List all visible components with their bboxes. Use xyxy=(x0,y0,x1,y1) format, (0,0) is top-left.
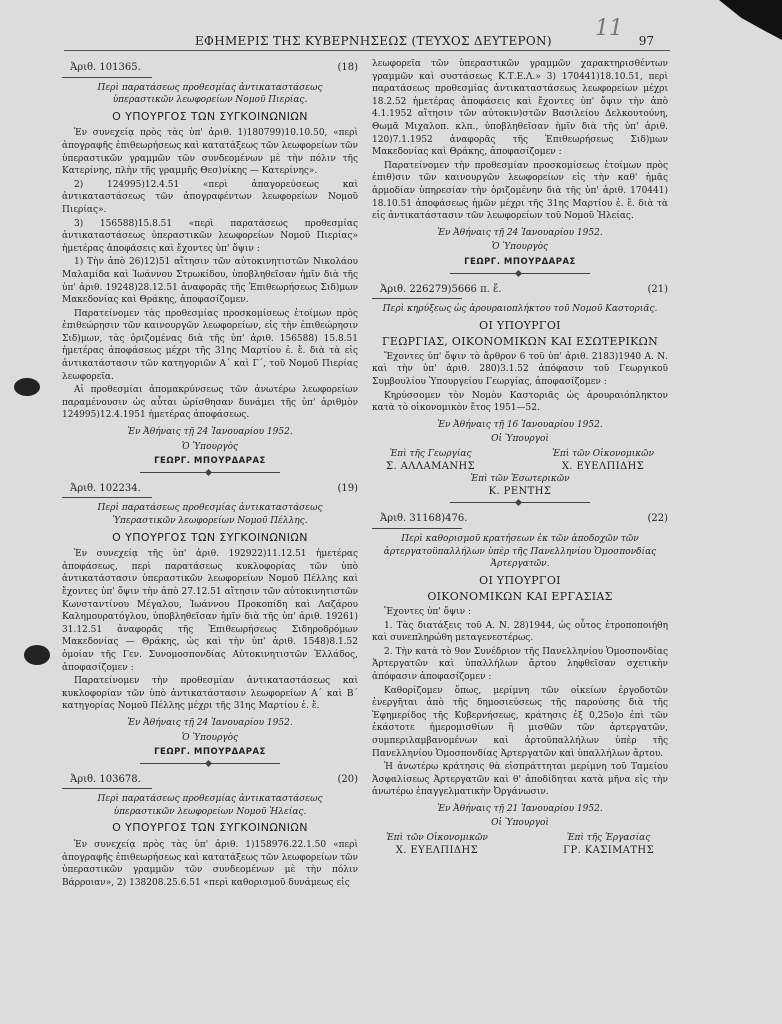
signatory-role: Ὁ Ὑπουργὸς xyxy=(181,441,239,452)
paragraph: Κηρύσσομεν τὸν Νομὸν Καστοριᾶς ὡς ἀρουραιόπληκτον κατὰ τὸ οἰκονομικὸν ἔτος 1951—52. xyxy=(372,390,668,414)
signatory-role: Ἐπὶ τῆς Ἐργασίας xyxy=(566,833,651,844)
signatory-role: Ὁ Ὑπουργὸς xyxy=(491,242,549,253)
decision-heading: Ο ΥΠΟΥΡΓΟΣ ΤΩΝ ΣΥΓΚΟΙΝΩΝΙΩΝ xyxy=(112,109,308,123)
signatures-row xyxy=(386,832,654,857)
decision-number: Ἀριθ. 31168)476. xyxy=(380,513,468,525)
signatures-row xyxy=(386,448,654,473)
decision-heading: ΟΙ ΥΠΟΥΡΓΟΙ xyxy=(479,573,561,587)
paragraph: Παρατείνομεν τὴν προθεσμίαν ἀντικαταστάσεως καὶ κυκλοφορίαν τῶν ὑπὸ ἀντικατάστασιν λεωφορείων Α΄ καὶ Β΄ κατηγορίας Νομοῦ Πέλλης μέχρι τῆς 31ης Μαρτίου ἐ. ἔ. xyxy=(62,676,358,712)
decision-heading: ΟΙΚΟΝΟΜΙΚΩΝ ΚΑΙ ΕΡΓΑΣΙΑΣ xyxy=(427,590,613,604)
decision-number-row xyxy=(372,284,668,297)
signatory-name: ΓΕΩΡΓ. ΜΠΟΥΡΔΑΡΑΣ xyxy=(154,747,266,758)
signatory-name: ΓΕΩΡΓ. ΜΠΟΥΡΔΑΡΑΣ xyxy=(154,456,266,467)
signature-block xyxy=(552,448,654,473)
signature-block xyxy=(563,832,654,857)
paragraph: Ἡ ἀνωτέρω κράτησις θὰ εἰσπράττηται μερίμνη τοῦ Ταμείου Ἀσφαλίσεως Ἀρτεργατῶν καὶ θ' ἀποδίδηται κατὰ μῆνα εἰς τὴν ἀνωτέρω ἐπαγγελματικὴν Ὀργάνωσιν. xyxy=(372,762,668,798)
short-rule xyxy=(62,788,152,789)
signatory-name: Χ. ΕΥΕΛΠΙΔΗΣ xyxy=(395,844,479,856)
paragraph: 2) 124995)12.4.51 «περὶ ἀπαγορεύσεως καὶ ἀντικαταστάσεως τῶν ἀπογραφέντων λεωφορείων Νομοῦ Πιερίας». xyxy=(62,179,358,215)
decision-item: (18) xyxy=(337,62,358,73)
paragraph: 2. Τὴν κατὰ τὸ 9ον Συνέδριον τῆς Πανελληνίου Ὁμοσπονδίας Ἀρτεργατῶν καὶ ὑπαλλήλων ἄρτου ληφθεῖσαν σχετικὴν ἀπόφασιν ἀποφασίζομεν : xyxy=(372,646,668,682)
gazette-title: ΕΦΗΜΕΡΙΣ ΤΗΣ ΚΥΒΕΡΝΗΣΕΩΣ (ΤΕΥΧΟΣ ΔΕΥΤΕΡΟΝ) xyxy=(195,34,552,48)
handwritten-mark: 11 xyxy=(595,16,623,41)
signature-block xyxy=(372,473,668,498)
ink-blot xyxy=(14,378,40,396)
signatory-name: ΓΡ. ΚΑΣΙΜΑΤΗΣ xyxy=(563,844,654,856)
page-number: 97 xyxy=(638,34,654,48)
decision-number-row xyxy=(62,483,358,496)
short-rule xyxy=(372,528,462,529)
signatory-role: Οἱ Ὑπουργοὶ xyxy=(491,434,549,445)
decision-item: (22) xyxy=(647,513,668,525)
paragraph: λεωφορεῖα τῶν ὑπεραστικῶν γραμμῶν χαρακτηρισθέντων γραμμῶν καὶ συστάσεως Κ.Τ.Ε.Λ.» 3) 170441)18.10.51, περὶ παρατάσεως προθεσμίας ἀντικαταστάσεως λεωφορείων μέχρι 18.2.52 ἡμετέρας ἀποφάσεις καὶ ἔχοντες ὑπ' ὄψιν τὴν ἀπὸ 4.1.1952 αἴτησιν τῶν αὐτοκιν)στῶν Βασιλείου Δελκουτούνη, Θωμᾶ Μιχαλοπ. κλπ., ὑποβληθεῖσαν ἡμῖν διὰ τῆς ὑπ' ἀριθ. 120)7.1.1952 ἀναφορᾶς τῆς Ἐπιθεωρήσεως Σιδ)μων Μακεδονίας καὶ Θράκης, ἀποφασίζομεν : xyxy=(372,59,668,158)
decision-number: Ἀριθ. 102234. xyxy=(70,482,141,494)
decision-heading: Ο ΥΠΟΥΡΓΟΣ ΤΩΝ ΣΥΓΚΟΙΝΩΝΙΩΝ xyxy=(112,821,308,835)
signatory-role: Ἐπὶ τῆς Γεωργίας xyxy=(389,449,472,460)
paragraph: Αἱ προθεσμίαι ἀπομακρύνσεως τῶν ἀνωτέρω λεωφορείων παραμένουσιν ὡς αὗται ὡρίσθησαν δυνάμει τῆς ὑπ' ἀριθμὸν 124995)12.4.1951 ἡμετέρας ἀποφάσεως. xyxy=(62,385,358,421)
section-separator xyxy=(450,273,590,274)
paragraph: 1) Τὴν ἀπὸ 26)12)51 αἴτησιν τῶν αὐτοκινητιστῶν Νικολάου Μαλαμίδα καὶ Ἰωάννου Στρωκίδου, ὑποβληθεῖσαν ἡμῖν διὰ τῆς ὑπ' ἀριθ. 19248)28.12.51 ἀναφορᾶς τῆς Ἐπιθεωρήσεως Σιδ)μων Μακεδονίας καὶ Θράκης, ἀποφασίζομεν. xyxy=(62,257,358,306)
decision-heading: Ο ΥΠΟΥΡΓΟΣ ΤΩΝ ΣΥΓΚΟΙΝΩΝΙΩΝ xyxy=(112,530,308,544)
short-rule xyxy=(62,497,152,498)
paragraph: 3) 156588)15.8.51 «περὶ παρατάσεως προθεσμίας ἀντικαταστάσεως ὑπεραστικῶν λεωφορείων Νομοῦ Πιερίας» ἡμετέρας ἀποφάσεις καὶ ἔχοντες ὑπ' ὄψιν : xyxy=(62,218,358,254)
decision-subject: Περὶ καθορισμοῦ κρατήσεων ἐκ τῶν ἀποδοχῶν τῶν ἀρτεργατοϋπαλλήλων ὑπὲρ τῆς Πανελληνίου Ὁμοσπονδίας Ἀρτεργατῶν. xyxy=(383,534,657,570)
torn-corner xyxy=(692,0,782,40)
left-column xyxy=(62,58,358,890)
section-separator xyxy=(140,763,280,764)
signatory-name: Κ. ΡΕΝΤΗΣ xyxy=(488,485,552,497)
decision-number-row xyxy=(62,62,358,75)
decision-date: Ἐν Ἀθήναις τῇ 24 Ἰανουαρίου 1952. xyxy=(127,717,293,728)
decision-subject: Περὶ παρατάσεως προθεσμίας ἀντικαταστάσεως ὑπεραστικῶν λεωφορείων Νομοῦ Ἠλείας. xyxy=(97,794,323,817)
paragraph: Παρατείνομεν τὰς προθεσμίας προσκομίσεως ἑτοίμων πρὸς ἐπιθεώρησιν τῶν καινουργῶν λεωφορείων, εἰς τὴν ἐπιθεώρησιν Σιδ)μων, τὰς ὁριζομένας διὰ τῆς ὑπ' ἀριθ. 156588) 15.8.51 ἡμετέρας ἀποφάσεως μέχρι τῆς 31ης Μαρτίου ἐ. ἔ. διὰ τὰ εἰς ἀντικατάστασιν τῶν κατηγοριῶν Α΄ καὶ Γ΄, τοῦ Νομοῦ Πιερίας λεωφορεῖα. xyxy=(62,308,358,382)
signature-block xyxy=(386,832,488,857)
paragraph: Ἔχοντες ὑπ' ὄψιν : xyxy=(384,606,472,617)
short-rule xyxy=(62,77,152,78)
paragraph: Ἔχοντες ὑπ' ὄψιν τὸ ἄρθρον 6 τοῦ ὑπ' ἀριθ. 2183)1940 Α. Ν. καὶ τὴν ὑπ' ἀριθ. 280)3.1.52 ἀπόφασιν τοῦ Γεωργικοῦ Συμβουλίου Ὑπουργείου Γεωργίας, ἀποφασίζομεν : xyxy=(372,351,668,388)
paragraph: Ἐν συνεχείᾳ πρὸς τὰς ὑπ' ἀριθ. 1)180799)10.10.50, «περὶ ἀπογραφῆς ἐπιθεωρήσεως καὶ κατατάξεως τῶν λεωφορείων τῶν ὑπεραστικῶν γραμμῶν τῶν συνδεομένων μὲ τὴν πόλιν τῆς Κατερίνης, πλὴν τῆς γραμμῆς Θεσ)νίκης — Κατερίνης». xyxy=(62,128,358,177)
decision-subject: Περὶ παρατάσεως προθεσμίας ἀντικαταστάσεως ὑπεραστικῶν λεωφορείων Νομοῦ Πιερίας. xyxy=(97,82,323,106)
signatory-role: Ἐπὶ τῶν Οἰκονομικῶν xyxy=(552,449,654,460)
decision-heading: ΓΕΩΡΓΙΑΣ, ΟΙΚΟΝΟΜΙΚΩΝ ΚΑΙ ΕΣΩΤΕΡΙΚΩΝ xyxy=(382,335,658,349)
paragraph: 1. Τὰς διατάξεις τοῦ Α. Ν. 28)1944, ὡς οὗτος ἐτροποποιήθη καὶ συνεπληρώθη μεταγενεστέρως. xyxy=(372,620,668,644)
decision-date: Ἐν Ἀθήναις τῇ 24 Ἰανουαρίου 1952. xyxy=(437,227,603,238)
right-column xyxy=(372,58,668,857)
decision-date: Ἐν Ἀθήναις τῇ 21 Ἰανουαρίου 1952. xyxy=(437,803,603,814)
signatory-role: Οἱ Ὑπουργοὶ xyxy=(491,818,549,829)
paragraph: Παρατείνομεν τὴν προθεσμίαν προσκομίσεως ἑτοίμων πρὸς ἐπιθ)σιν τῶν καινουργῶν λεωφορείων εἰς τὴν καθ' ἡμᾶς ἁρμοδίαν ὑπηρεσίαν τὴν ὁριζομένην διὰ τῆς ὑπ' ἀριθ. 170441) 18.10.51 ἀποφάσεως ἡμῶν μέχρι τῆς 31ης Μαρτίου ἐ. ἔ. διὰ τὰ εἰς ἀντικατάστασιν τῶν λεωφορείων τοῦ Νομοῦ Ἠλείας. xyxy=(372,160,668,222)
decision-item: (21) xyxy=(647,283,668,295)
decision-item: (19) xyxy=(337,482,358,494)
decision-number-row xyxy=(62,774,358,787)
signatory-name: ΓΕΩΡΓ. ΜΠΟΥΡΔΑΡΑΣ xyxy=(464,256,576,267)
signatory-role: Ὁ Ὑπουργὸς xyxy=(181,732,239,743)
signature-block xyxy=(386,448,475,473)
signatory-role: Ἐπὶ τῶν Οἰκονομικῶν xyxy=(386,833,488,844)
decision-heading: ΟΙ ΥΠΟΥΡΓΟΙ xyxy=(479,318,561,332)
paragraph: Καθορίζομεν ὅπως, μερίμνη τῶν οἰκείων ἐργοδοτῶν ἐνεργῆται ἀπὸ τῆς δημοσιεύσεως τῆς παρούσης διὰ τῆς Ἐφημερίδος τῆς Κυβερνήσεως, κράτησις ἐξ 0,25ο)ο ἐπὶ τῶν ἑκάστοτε ἡμερομισθίων ἢ μισθῶν τῶν ἀρτεργατῶν, συμπεριλαμβανομένων καὶ ἀρτοϋπαλλήλων ὑπὲρ τῆς Πανελληνίου Ὁμοσπονδίας Ἀρτεργατῶν καὶ ὑπαλλήλων ἄρτου. xyxy=(372,685,668,759)
decision-number-row xyxy=(372,513,668,526)
decision-number: Ἀριθ. 226279)5666 π. ἔ. xyxy=(380,283,502,295)
paragraph: Ἐν συνεχείᾳ τῆς ὑπ' ἀριθ. 192922)11.12.51 ἡμετέρας ἀποφάσεως, περὶ παρατάσεως κυκλοφορίας τῶν ὑπὸ ἀντικατάστασιν ὑπεραστικῶν λεωφορείων Νομοῦ Πέλλης καὶ ἔχοντες ὑπ' ὄψιν τὴν ἀπὸ 27.12.51 αἴτησιν τῶν αὐτοκινητιστῶν Κωνσταντίνου Μέγαλου, Ἰωάννου Προκοπίδη καὶ Λαζάρου Καλημουρατόγλου, ὑποβληθεῖσαν ἡμῖν διὰ τῆς ὑπ' ἀριθ. 19261) 31.12.51 ἀναφορᾶς τῆς Ἐπιθεωρήσεως Σιδηροδρόμων Μακεδονίας — Θράκης, ὡς καὶ τὴν ὑπ' ἀριθ. 1548)8.1.52 ὁμοίαν τῆς Γεν. Συνομοσπονδίας Αὐτοκινητιστῶν Ἑλλάδος, ἀποφασίζομεν : xyxy=(62,549,358,673)
decision-item: (20) xyxy=(337,773,358,785)
signatory-name: Χ. ΕΥΕΛΠΙΔΗΣ xyxy=(561,460,645,472)
header-rule xyxy=(64,50,670,51)
decision-date: Ἐν Ἀθήναις τῇ 16 Ἰανουαρίου 1952. xyxy=(437,419,603,430)
section-separator xyxy=(140,472,280,473)
decision-subject: Περὶ κηρύξεως ὡς ἀρουραιοπλήκτου τοῦ Νομοῦ Καστοριᾶς. xyxy=(382,304,658,315)
decision-number: Ἀριθ. 101365. xyxy=(70,62,141,73)
ink-blot xyxy=(24,645,50,665)
signatory-name: Σ. ΑΛΛΑΜΑΝΗΣ xyxy=(386,460,476,472)
paragraph: Ἐν συνεχείᾳ πρὸς τὰς ὑπ' ἀριθ. 1)158976.22.1.50 «περὶ ἀπογραφῆς ἐπιθεωρήσεως καὶ κατατάξεως τῶν λεωφορείων τῶν ὑπεραστικῶν γραμμῶν τῶν συνδεομένων μὲ τὴν πόλιν Βάρροιαν», 2) 138208.25.6.51 «περὶ καθορισμοῦ δυνάμεως εἰς xyxy=(62,840,358,888)
decision-subject: Περὶ παρατάσεως προθεσμίας ἀντικαταστάσεως Ὑπεραστικῶν λεωφορείων Νομοῦ Πέλλης. xyxy=(97,503,323,526)
signatory-role: Ἐπὶ τῶν Ἐσωτερικῶν xyxy=(470,474,570,485)
section-separator xyxy=(450,502,590,503)
decision-date: Ἐν Ἀθήναις τῇ 24 Ἰανουαρίου 1952. xyxy=(127,427,293,438)
decision-number: Ἀριθ. 103678. xyxy=(70,773,141,785)
short-rule xyxy=(372,298,462,299)
